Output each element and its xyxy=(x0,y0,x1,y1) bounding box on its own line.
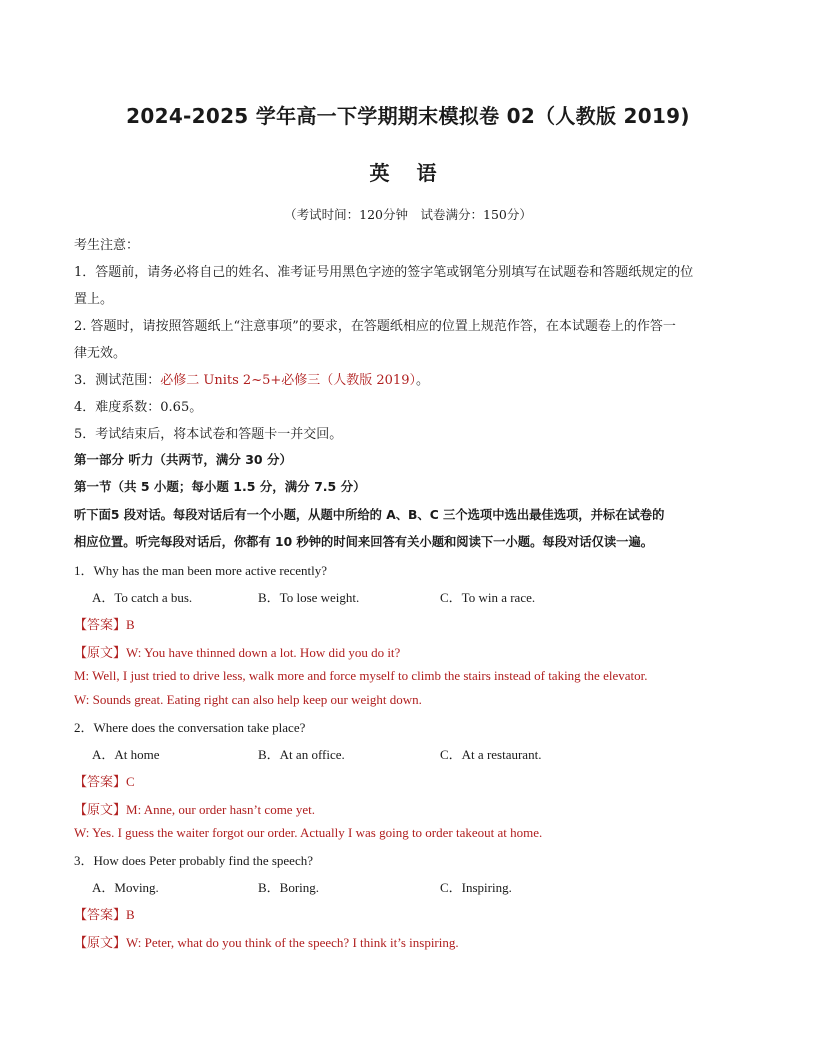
question-2-stem: 2．Where does the conversation take place? xyxy=(74,720,306,735)
notice-heading: 考生注意： xyxy=(74,238,140,253)
transcript-tag: 【原文】 xyxy=(74,802,127,817)
question-2-option-a: A．At home xyxy=(92,747,160,762)
question-1-answer xyxy=(74,614,135,633)
question-2-option-c: C．At a restaurant. xyxy=(440,747,542,762)
answer-tag: 【答案】 xyxy=(74,907,127,922)
question-2-transcript xyxy=(74,799,315,818)
question-3-stem: 3．How does Peter probably find the speech? xyxy=(74,853,313,868)
question-1-option-b: B．To lose weight. xyxy=(258,590,360,605)
part-1-heading: 第一部分 听力（共两节，满分 30 分） xyxy=(74,452,292,467)
question-3-answer xyxy=(74,904,135,923)
transcript-line: W: You have thinned down a lot. How did you do it? xyxy=(126,645,401,660)
exam-title: 2024-2025 学年高一下学期期末模拟卷 02（人教版 2019) xyxy=(126,104,690,128)
notice-item-4: 4．难度系数：0.65。 xyxy=(74,400,203,415)
exam-info: （考试时间：120分钟 试卷满分：150分） xyxy=(284,207,532,222)
question-1-stem: 1．Why has the man been more active recently? xyxy=(74,563,328,578)
notice-item-3 xyxy=(74,369,429,388)
notice-item-3-prefix: 3．测试范围： xyxy=(74,373,161,388)
question-3-option-c: C．Inspiring. xyxy=(440,880,512,895)
notice-item-1-cont: 置上。 xyxy=(74,292,114,307)
instructions-line-1: 听下面5 段对话。每段对话后有一个小题，从题中所给的 A、B、C 三个选项中选出最佳选项，并标在试卷的 xyxy=(74,508,665,522)
answer-value: B xyxy=(126,907,135,922)
answer-tag: 【答案】 xyxy=(74,774,127,789)
notice-item-1: 1．答题前，请务必将自己的姓名、准考证号用黑色字迹的签字笔或钢笔分别填写在试题卷和答题纸规定的位 xyxy=(74,265,694,280)
answer-tag: 【答案】 xyxy=(74,617,127,632)
transcript-line: M: Anne, our order hasn’t come yet. xyxy=(126,802,315,817)
question-1-transcript xyxy=(74,642,400,661)
answer-value: C xyxy=(126,774,135,789)
answer-value: B xyxy=(126,617,135,632)
question-2-option-b: B．At an office. xyxy=(258,747,345,762)
question-2-answer xyxy=(74,771,135,790)
notice-item-2-cont: 律无效。 xyxy=(74,346,127,361)
question-3-option-a: A．Moving. xyxy=(92,880,159,895)
notice-item-2: 2. 答题时，请按照答题纸上“注意事项”的要求，在答题纸相应的位置上规范作答，在本试题卷上的作答一 xyxy=(74,319,676,334)
notice-item-5: 5．考试结束后，将本试卷和答题卡一并交回。 xyxy=(74,427,343,442)
subject-title: 英 语 xyxy=(369,161,447,185)
question-1-option-a: A．To catch a bus. xyxy=(92,590,193,605)
question-3-option-b: B．Boring. xyxy=(258,880,320,895)
instructions-line-2: 相应位置。听完每段对话后，你都有 10 秒钟的时间来回答有关小题和阅读下一小题。每段对话仅读一遍。 xyxy=(74,535,654,549)
notice-item-3-suffix: 。 xyxy=(415,373,429,388)
transcript-line: W: Peter, what do you think of the speech? I think it’s inspiring. xyxy=(126,935,459,950)
transcript-line: M: Well, I just tried to drive less, walk more and force myself to climb the stairs instead of taking the elevator. xyxy=(74,668,648,683)
question-1-option-c: C．To win a race. xyxy=(440,590,536,605)
transcript-tag: 【原文】 xyxy=(74,935,127,950)
transcript-line: W: Sounds great. Eating right can also help keep our weight down. xyxy=(74,692,422,707)
transcript-tag: 【原文】 xyxy=(74,645,127,660)
question-3-transcript xyxy=(74,932,459,951)
section-1-heading: 第一节（共 5 小题；每小题 1.5 分，满分 7.5 分） xyxy=(74,479,366,494)
transcript-line: W: Yes. I guess the waiter forgot our order. Actually I was going to order takeout at home. xyxy=(74,825,543,840)
test-range: 必修二 Units 2~5+必修三（人教版 2019） xyxy=(160,373,416,388)
